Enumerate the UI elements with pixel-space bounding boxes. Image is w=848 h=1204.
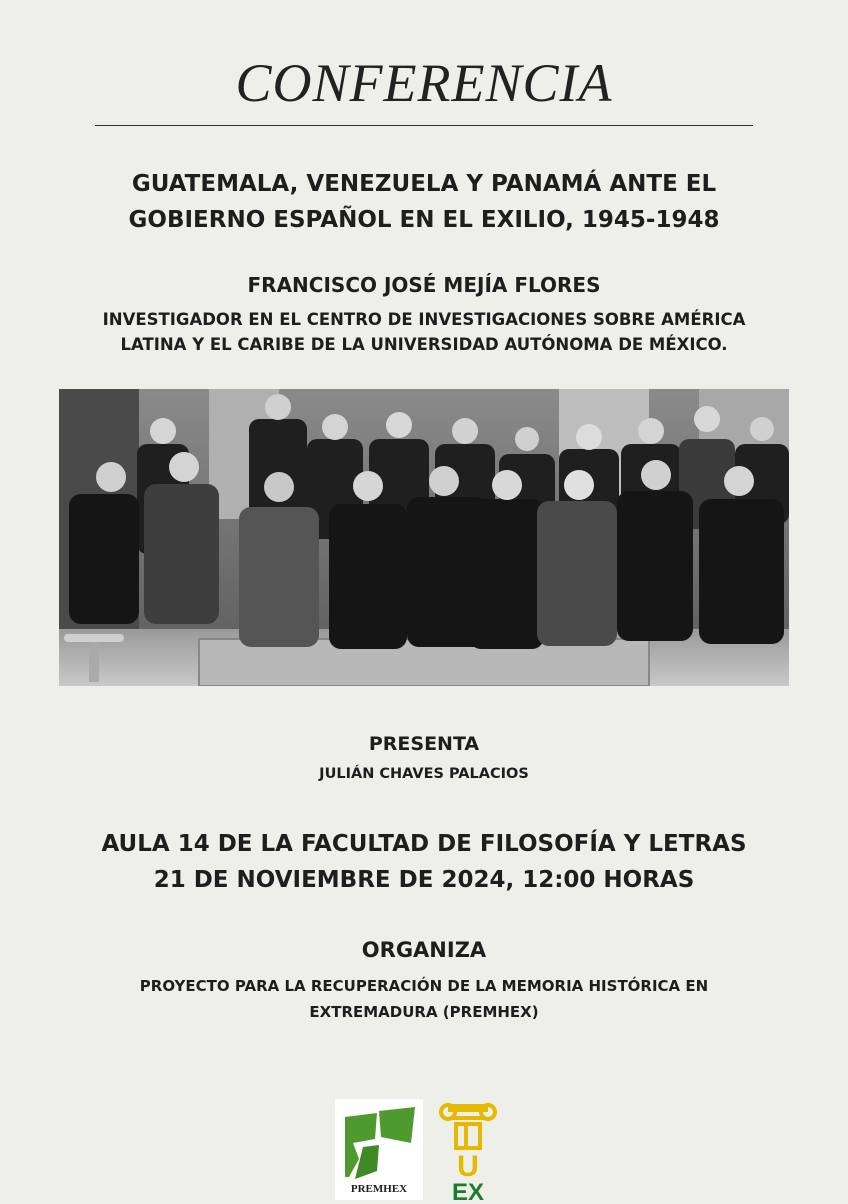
group-photo-icon [59,389,789,686]
group-photo [59,389,789,686]
subtitle-line-1: GUATEMALA, VENEZUELA Y PANAMÁ ANTE EL [131,171,717,197]
organizer-line-1: PROYECTO PARA LA RECUPERACIÓN DE LA MEMORIA HISTÓRICA EN [139,977,709,995]
uex-logo-ex: EX [451,1179,485,1200]
title-divider [95,125,753,126]
presenter-heading: PRESENTA [368,733,480,755]
uex-logo-u: U [457,1150,479,1183]
organizer-name [0,973,848,1025]
uex-logo-icon [438,1098,498,1200]
organizer-heading: ORGANIZA [361,938,487,962]
affiliation-line-1: INVESTIGADOR EN EL CENTRO DE INVESTIGACIONES SOBRE AMÉRICA [102,310,746,329]
speaker-affiliation [0,307,848,357]
event-details [0,826,848,898]
organizer-line-2: EXTREMADURA (PREMHEX) [309,1003,539,1021]
uex-logo [438,1098,498,1200]
premhex-logo [335,1099,423,1200]
premhex-logo-icon [335,1099,423,1200]
speaker-name: FRANCISCO JOSÉ MEJÍA FLORES [247,273,601,297]
poster-title: CONFERENCIA [235,53,613,113]
affiliation-line-2: LATINA Y EL CARIBE DE LA UNIVERSIDAD AUTÓNOMA DE MÉXICO. [120,335,728,354]
subtitle-line-2: GOBIERNO ESPAÑOL EN EL EXILIO, 1945-1948 [128,207,720,233]
event-datetime: 21 DE NOVIEMBRE DE 2024, 12:00 HORAS [153,867,695,893]
conference-subtitle [0,166,848,238]
premhex-logo-text: PREMHEX [350,1183,408,1195]
presenter-name: JULIÁN CHAVES PALACIOS [319,766,529,782]
event-venue: AULA 14 DE LA FACULTAD DE FILOSOFÍA Y LETRAS [101,831,747,857]
